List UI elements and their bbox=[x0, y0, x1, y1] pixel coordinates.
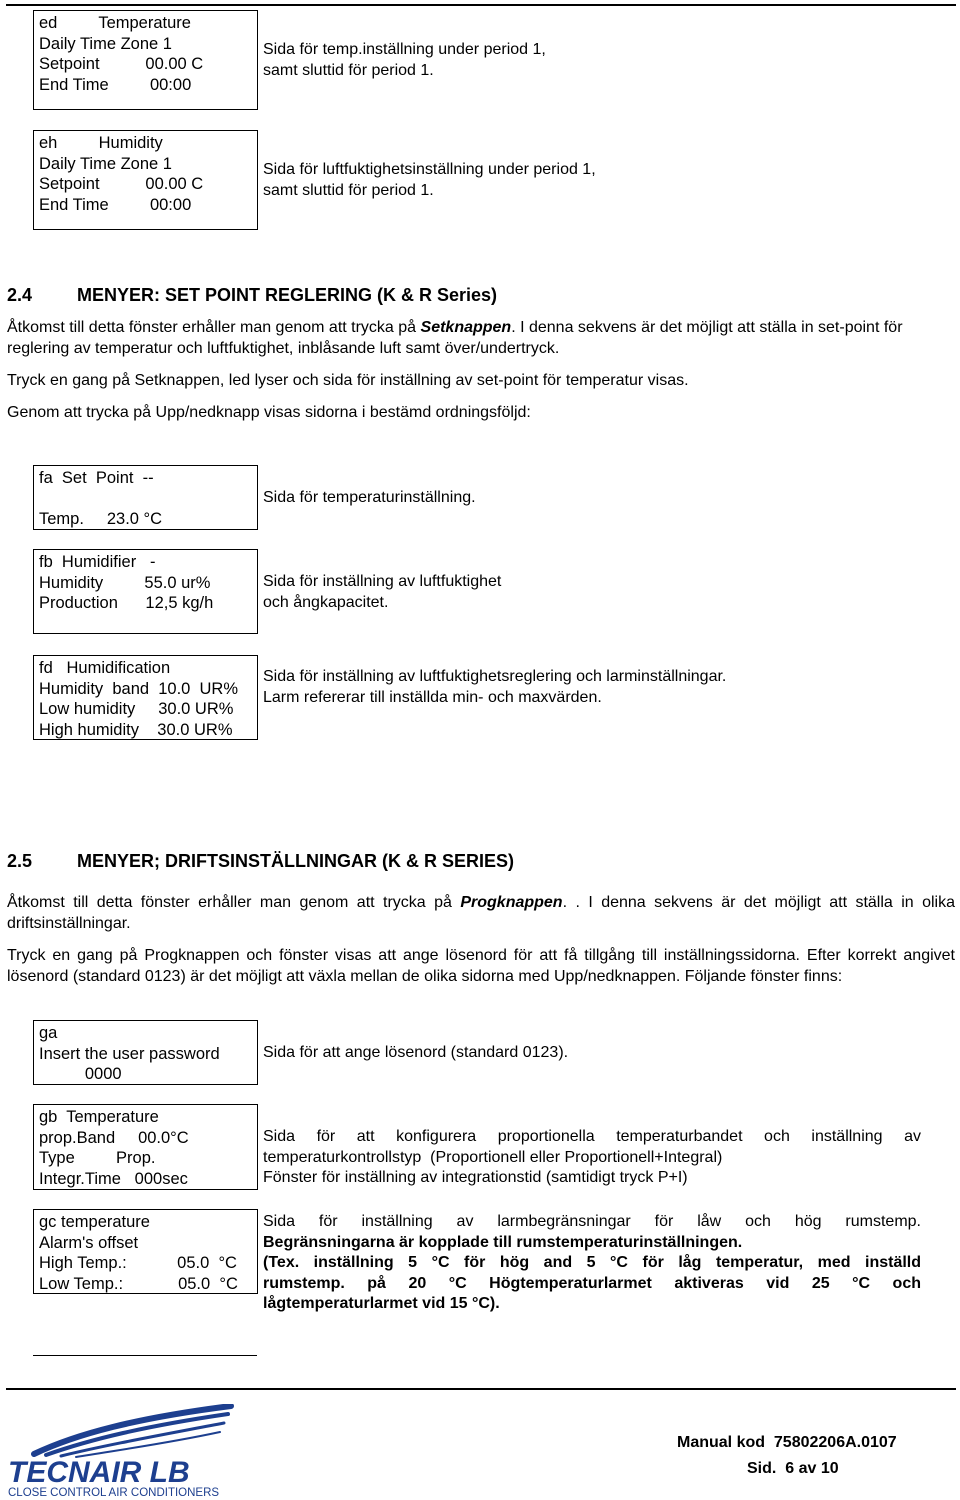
footer-rule bbox=[6, 1388, 956, 1390]
box-row: High humidity 30.0 UR% bbox=[39, 720, 233, 739]
desc-gc-line: Sida för inställning av larmbegränsningar för låw och hög rumstemp. bbox=[263, 1213, 921, 1230]
text-run: . . I denna sekvens är det möjligt att ställa in olika driftsinställningar. bbox=[7, 894, 956, 932]
box-row: Humidity 55.0 ur% bbox=[39, 573, 211, 592]
display-box-fa bbox=[33, 465, 258, 530]
box-row: Daily Time Zone 1 bbox=[39, 34, 172, 53]
desc-gc-line: lågtemperaturlarmet vid 15 °C). bbox=[263, 1295, 500, 1312]
box-row: Integr.Time 000sec bbox=[39, 1169, 188, 1188]
box-row: fa Set Point -- bbox=[39, 469, 154, 487]
desc-gb-line: Sida för att konfigurera proportionella temperaturbandet och inställning av bbox=[263, 1128, 921, 1145]
box-row: End Time 00:00 bbox=[39, 195, 192, 214]
desc-gb-line: Fönster för inställning av integrationstid (samtidigt tryck P+I) bbox=[263, 1169, 688, 1186]
box-row: ed Temperature bbox=[39, 14, 191, 32]
section-title: MENYER; DRIFTSINSTÄLLNINGAR (K & R SERIES) bbox=[77, 851, 515, 871]
logo-tagline: CLOSE CONTROL AIR CONDITIONERS bbox=[8, 1487, 220, 1498]
setknappen-emphasis: Setknappen bbox=[420, 319, 512, 336]
box-row: Insert the user password bbox=[39, 1044, 220, 1063]
box-row: Temp. 23.0 °C bbox=[39, 510, 163, 528]
progknappen-emphasis: Progknappen bbox=[460, 894, 563, 911]
tecnair-logo bbox=[6, 1404, 236, 1498]
box-row: Daily Time Zone 1 bbox=[39, 154, 172, 173]
paragraph: Tryck en gang på Progknappen och fönster visas att ange lösenord för att få tillgång till inställningssidorna. Efter korrekt angivet lösenord (standard 0123) är det möjligt att växla mellan de olika sidorna med Upp/nedknappen. Följande fönster finns: bbox=[7, 947, 955, 985]
box-row: prop.Band 00.0°C bbox=[39, 1128, 189, 1147]
display-box-ga bbox=[33, 1020, 258, 1085]
display-box-eh bbox=[33, 130, 258, 230]
paragraph: Tryck en gang på Setknappen, led lyser och sida för inställning av set-point för temperatur visas. bbox=[7, 372, 689, 389]
box-row bbox=[39, 489, 257, 510]
desc-gb-line: temperaturkontrollstyp (Proportionell eller Proportionell+Integral) bbox=[263, 1148, 723, 1166]
text-run: . I denna sekvens är det möjligt att ställa in set-point för reglering av temperatur och luftfuktighet, inblåsande luft samt över/undertryck. bbox=[7, 319, 903, 357]
box-row: fd Humidification bbox=[39, 659, 171, 677]
section-heading-2-5 bbox=[7, 851, 514, 872]
box-row: 0000 bbox=[39, 1065, 122, 1083]
box-row: End Time 00:00 bbox=[39, 75, 192, 94]
desc-ed: Sida för temp.inställning under period 1, samt sluttid för period 1. bbox=[263, 41, 546, 79]
display-box-fd bbox=[33, 655, 258, 740]
paragraph bbox=[7, 893, 955, 934]
box-row: Setpoint 00.00 C bbox=[39, 55, 204, 73]
paragraph: Genom att trycka på Upp/nedknapp visas sidorna i bestämd ordningsföljd: bbox=[7, 404, 531, 421]
page-number: Sid. 6 av 10 bbox=[747, 1460, 839, 1477]
desc-gc-line: Begränsningarna är kopplade till rumstemperaturinställningen. bbox=[263, 1233, 743, 1251]
box-row: Humidity band 10.0 UR% bbox=[39, 679, 239, 698]
desc-ga: Sida för att ange lösenord (standard 0123). bbox=[263, 1044, 569, 1061]
section-number: 2.5 bbox=[7, 851, 33, 871]
desc-eh: Sida för luftfuktighetsinställning under period 1, samt sluttid för period 1. bbox=[263, 161, 596, 199]
display-box-gb bbox=[33, 1104, 258, 1190]
short-rule bbox=[33, 1355, 257, 1356]
display-box-fb bbox=[33, 549, 258, 634]
display-box-gc bbox=[33, 1209, 258, 1294]
box-row: Low humidity 30.0 UR% bbox=[39, 700, 234, 718]
logo-swoosh-icon bbox=[34, 1406, 231, 1457]
box-row: ga bbox=[39, 1024, 58, 1042]
logo-wordmark: TECNAIR LB bbox=[8, 1456, 190, 1489]
desc-gc-line: (Tex. inställning 5 °C för hög and 5 °C för låg temperatur, med inställd bbox=[263, 1254, 921, 1271]
top-rule bbox=[6, 4, 956, 6]
manual-code: Manual kod 75802206A.0107 bbox=[677, 1434, 897, 1451]
box-row: fb Humidifier - bbox=[39, 553, 156, 571]
box-row: Production 12,5 kg/h bbox=[39, 594, 214, 612]
text-run: Åtkomst till detta fönster erhåller man genom att trycka på bbox=[7, 894, 461, 911]
box-row: gc temperature bbox=[39, 1213, 150, 1231]
section-heading-2-4 bbox=[7, 285, 497, 306]
box-row: gb Temperature bbox=[39, 1108, 159, 1126]
paragraph bbox=[7, 318, 955, 359]
section-number: 2.4 bbox=[7, 285, 33, 305]
text-run: Åtkomst till detta fönster erhåller man genom att trycka på bbox=[7, 319, 421, 336]
desc-fa: Sida för temperaturinställning. bbox=[263, 489, 476, 506]
desc-fd: Sida för inställning av luftfuktighetsreglering och larminställningar. Larm refererar till inställda min- och maxvärden. bbox=[263, 668, 727, 706]
box-row: Setpoint 00.00 C bbox=[39, 175, 204, 193]
box-row: High Temp.: 05.0 °C bbox=[39, 1254, 237, 1272]
box-row: Alarm's offset bbox=[39, 1233, 139, 1252]
section-title: MENYER: SET POINT REGLERING (K & R Series) bbox=[77, 285, 498, 305]
desc-gc-line: rumstemp. på 20 °C Högtemperaturlarmet aktiveras vid 25 °C och bbox=[263, 1274, 921, 1292]
box-row: eh Humidity bbox=[39, 134, 163, 152]
box-row: Type Prop. bbox=[39, 1149, 156, 1167]
box-row: Low Temp.: 05.0 °C bbox=[39, 1274, 238, 1293]
desc-fb: Sida för inställning av luftfuktighet och ångkapacitet. bbox=[263, 573, 502, 611]
display-box-ed bbox=[33, 10, 258, 110]
